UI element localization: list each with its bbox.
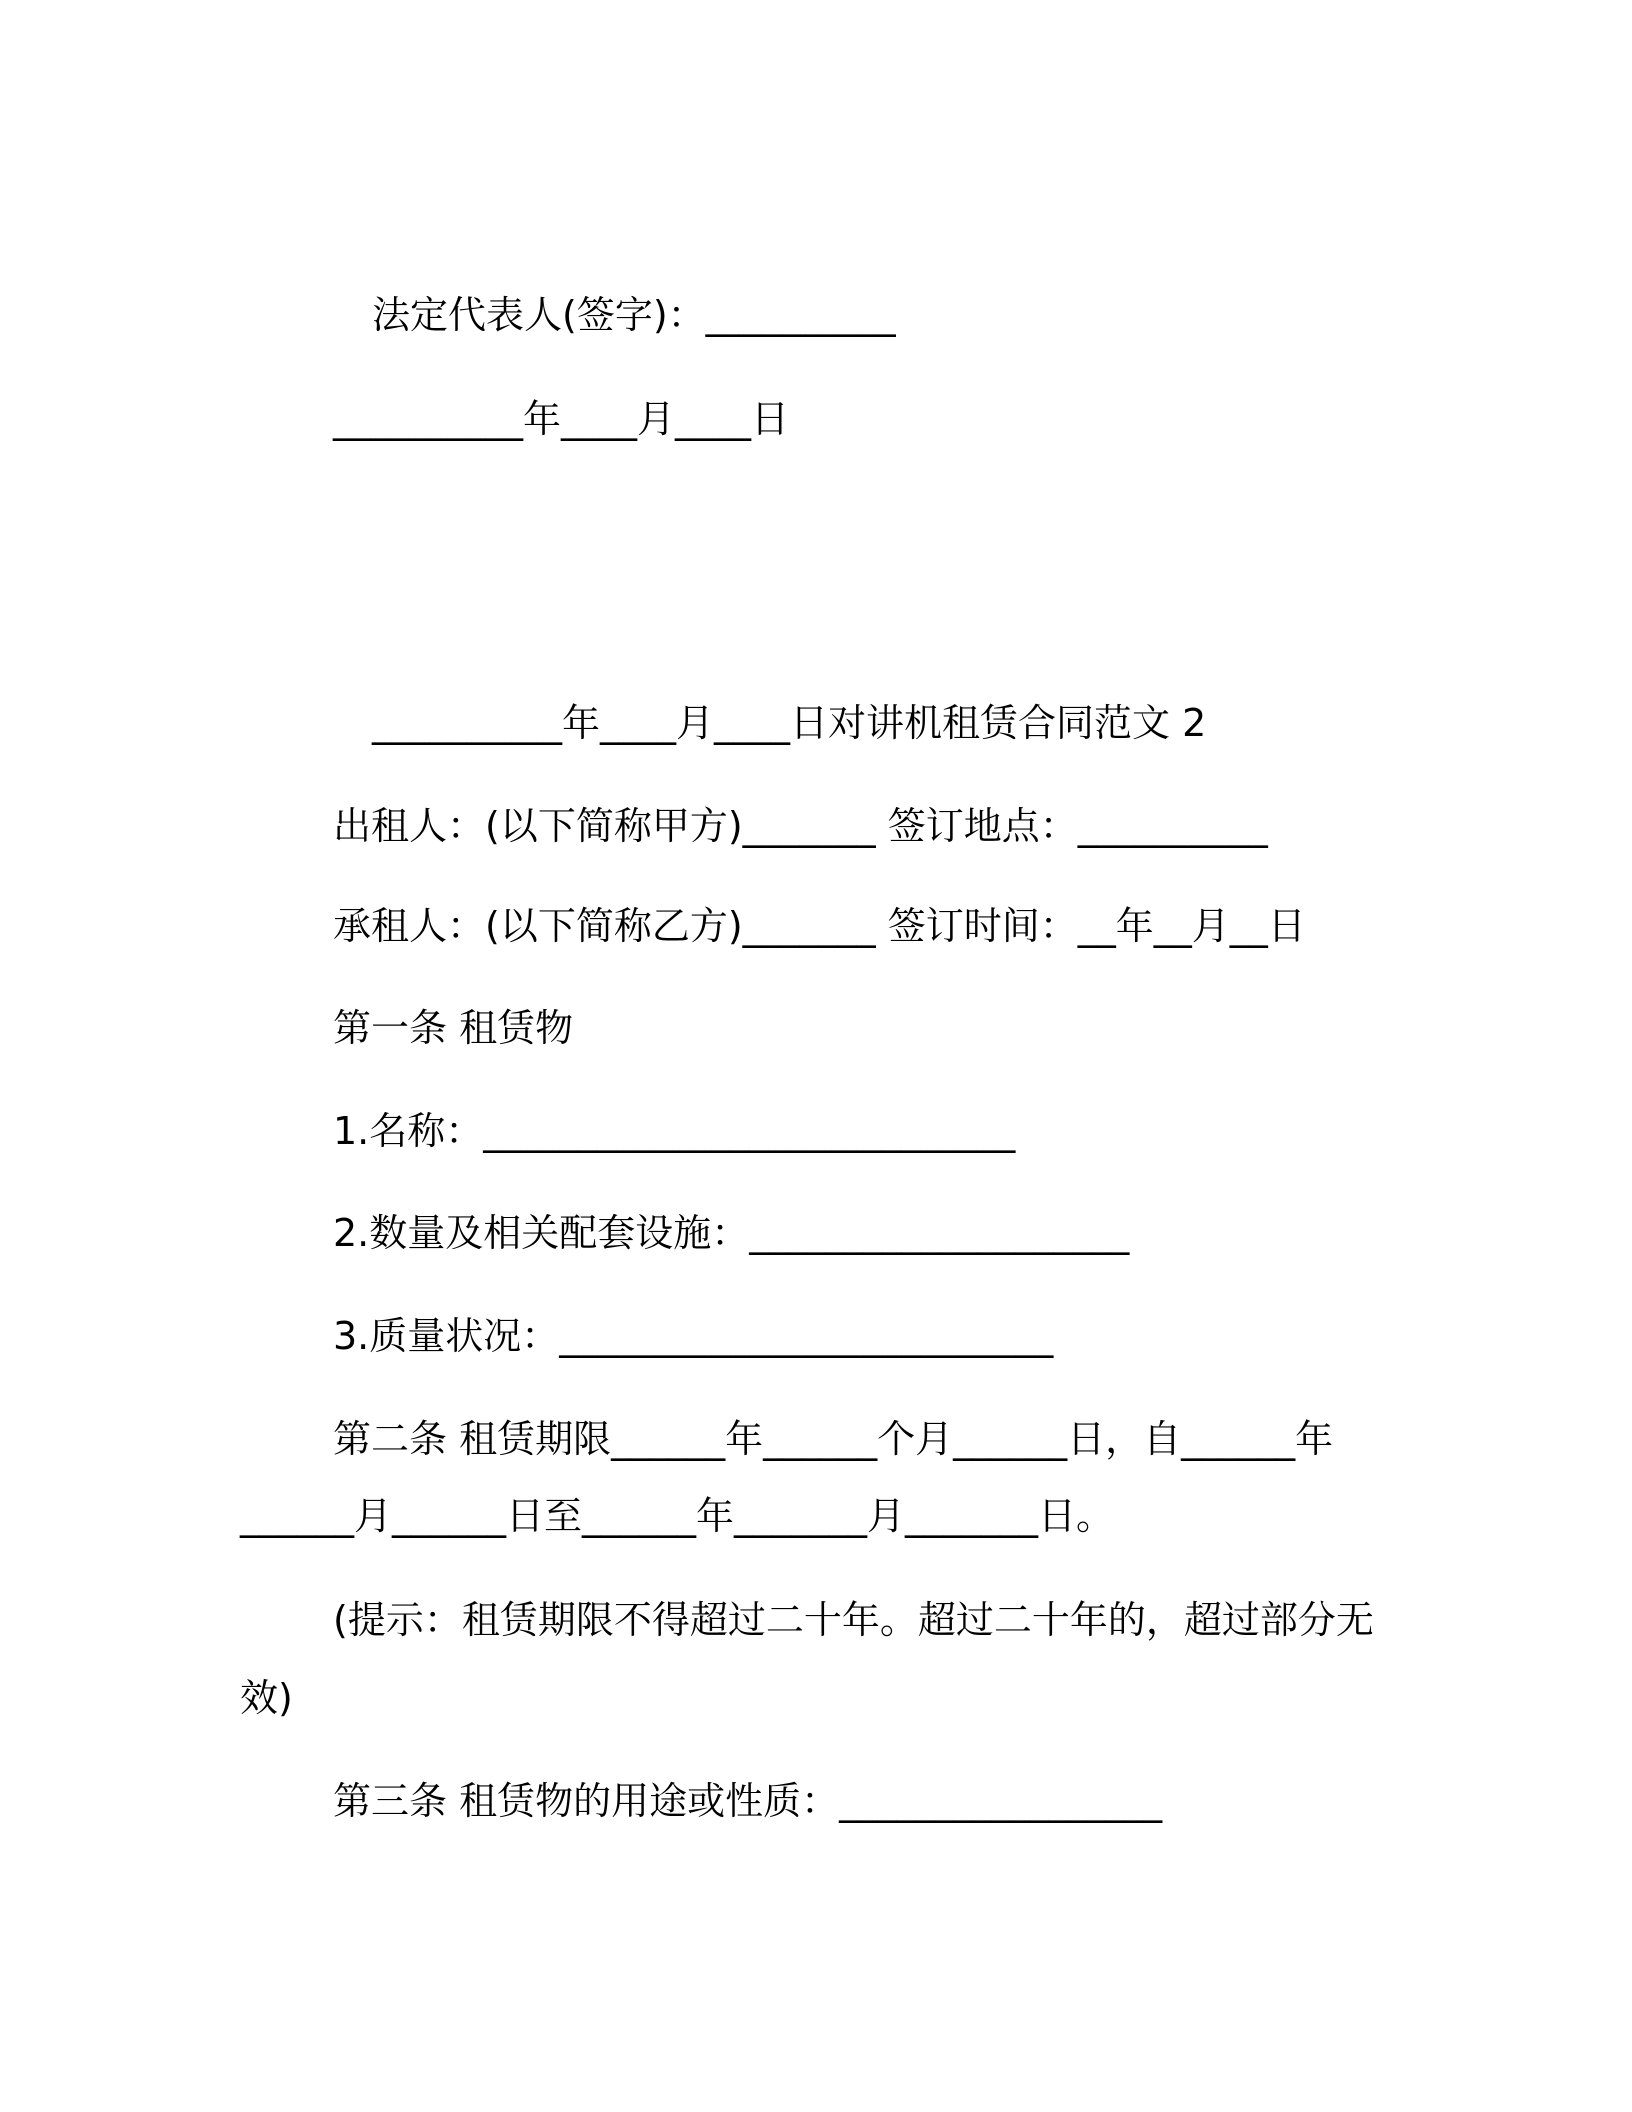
item-quantity-line: 2.数量及相关配套设施：____________________ <box>333 1211 1130 1255</box>
item-name-line: 1.名称：____________________________ <box>333 1109 1016 1153</box>
article-2-term-line: 第二条 租赁期限______年______个月______日，自______年 <box>333 1417 1334 1461</box>
lessor-line: 出租人：(以下简称甲方)_______ 签订地点：__________ <box>333 804 1268 848</box>
lessee-line: 承租人：(以下简称乙方)_______ 签订时间：__年__月__日 <box>333 904 1306 948</box>
contract-title: __________年____月____日对讲机租赁合同范文 2 <box>372 701 1207 745</box>
article-3-usage-line: 第三条 租赁物的用途或性质：_________________ <box>333 1779 1163 1823</box>
legal-representative-signature-line: 法定代表人(签字)：__________ <box>372 293 896 337</box>
term-limit-note-continuation: 效) <box>240 1676 293 1720</box>
term-limit-note: (提示：租赁期限不得超过二十年。超过二十年的，超过部分无 <box>333 1598 1374 1642</box>
article-2-term-continuation: ______月______日至______年_______月_______日。 <box>240 1494 1115 1538</box>
signature-date-line: __________年____月____日 <box>333 397 790 441</box>
article-1-heading: 第一条 租赁物 <box>333 1006 574 1050</box>
item-quality-line: 3.质量状况：__________________________ <box>333 1314 1054 1358</box>
